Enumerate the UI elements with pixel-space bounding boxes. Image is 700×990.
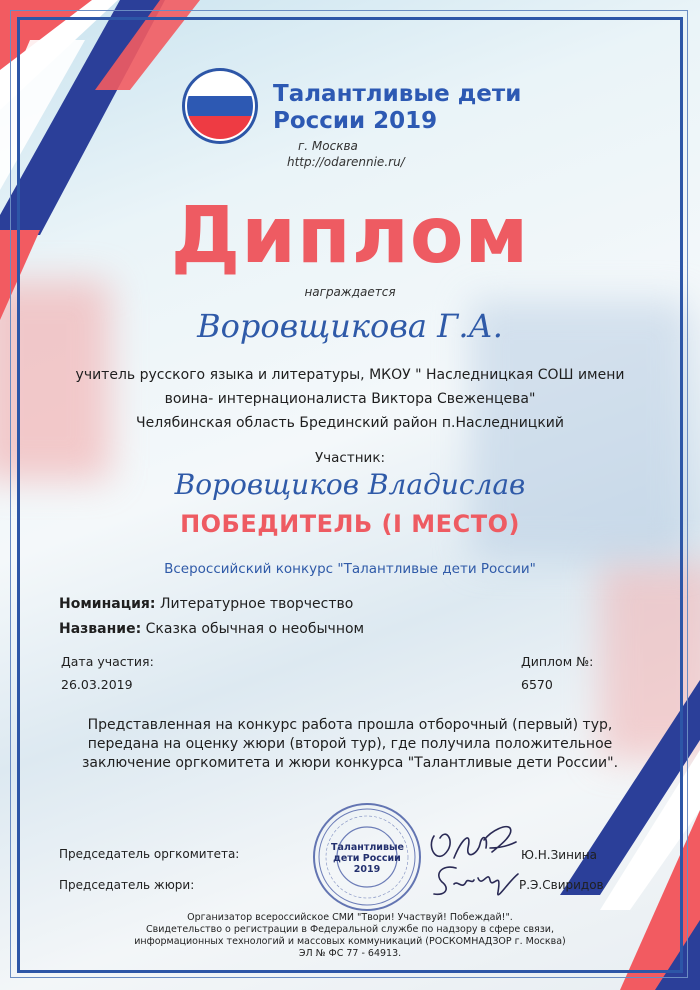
teacher-name: Воровщикова Г.А. xyxy=(197,307,503,345)
teacher-desc-line2: воина- интернационалиста Виктора Свеженцева" xyxy=(164,391,536,407)
teacher-desc-line3: Челябинская область Брединский район п.Наследницкий xyxy=(135,415,564,431)
stamp-line2: дети России xyxy=(333,853,401,864)
stamp-center-text xyxy=(331,842,403,875)
signature-sviridov-icon xyxy=(428,860,523,905)
stamp-line1: Талантливые xyxy=(331,842,404,853)
chair-jury-name: Р.Э.Свиридов xyxy=(519,878,604,892)
teacher-desc-line1: учитель русского языка и литературы, МКОУ " Наследницкая СОШ имени xyxy=(75,367,625,383)
logo-city: г. Москва xyxy=(298,139,358,153)
chair-org-label: Председатель оргкомитета: xyxy=(59,847,240,861)
nomination-value: Литературное творчество xyxy=(159,596,354,612)
awarded-label: награждается xyxy=(304,285,396,299)
statement-line1: Представленная на конкурс работа прошла отборочный (первый) тур, xyxy=(87,717,613,733)
chair-org-name: Ю.Н.Зинина xyxy=(521,848,597,862)
diploma-number-value: 6570 xyxy=(521,677,553,692)
logo-title-line1: Талантливые дети xyxy=(273,81,522,107)
place-title: ПОБЕДИТЕЛЬ (I МЕСТО) xyxy=(180,510,520,538)
date-value: 26.03.2019 xyxy=(61,677,133,692)
logo-title-line2: России 2019 xyxy=(273,108,438,134)
russia-flag-circle-icon xyxy=(181,67,259,145)
nomination-row xyxy=(59,596,353,612)
diploma-number-label: Диплом №: xyxy=(521,654,594,669)
statement-line3: заключение оргкомитета и жюри конкурса "Талантливые дети России". xyxy=(81,755,619,771)
work-title-value: Сказка обычная о необычном xyxy=(145,621,365,637)
chair-jury-label: Председатель жюри: xyxy=(59,878,195,892)
stamp-line3: 2019 xyxy=(353,864,381,875)
diploma-title: Диплом xyxy=(170,191,530,281)
participant-name: Воровщиков Владислав xyxy=(174,468,526,501)
date-label: Дата участия: xyxy=(61,654,154,669)
work-title-row xyxy=(59,621,364,637)
footer-line2: Свидетельство о регистрации в Федеральной службе по надзору в сфере связи, xyxy=(145,924,555,935)
footer-line1: Организатор всероссийское СМИ "Твори! Участвуй! Побеждай!". xyxy=(187,912,513,923)
participant-label: Участник: xyxy=(314,450,386,466)
footer-line3: информационных технологий и массовых коммуникаций (РОСКОМНАДЗОР г. Москва) xyxy=(134,936,566,947)
logo-url: http://odarennie.ru/ xyxy=(287,155,405,169)
statement-line2: передана на оценку жюри (второй тур), где получила положительное xyxy=(87,736,613,752)
nomination-label: Номинация: xyxy=(59,596,156,612)
footer-line4: ЭЛ № ФС 77 - 64913. xyxy=(298,948,402,959)
contest-name: Всероссийский конкурс "Талантливые дети России" xyxy=(164,561,536,577)
work-title-label: Название: xyxy=(59,621,142,637)
